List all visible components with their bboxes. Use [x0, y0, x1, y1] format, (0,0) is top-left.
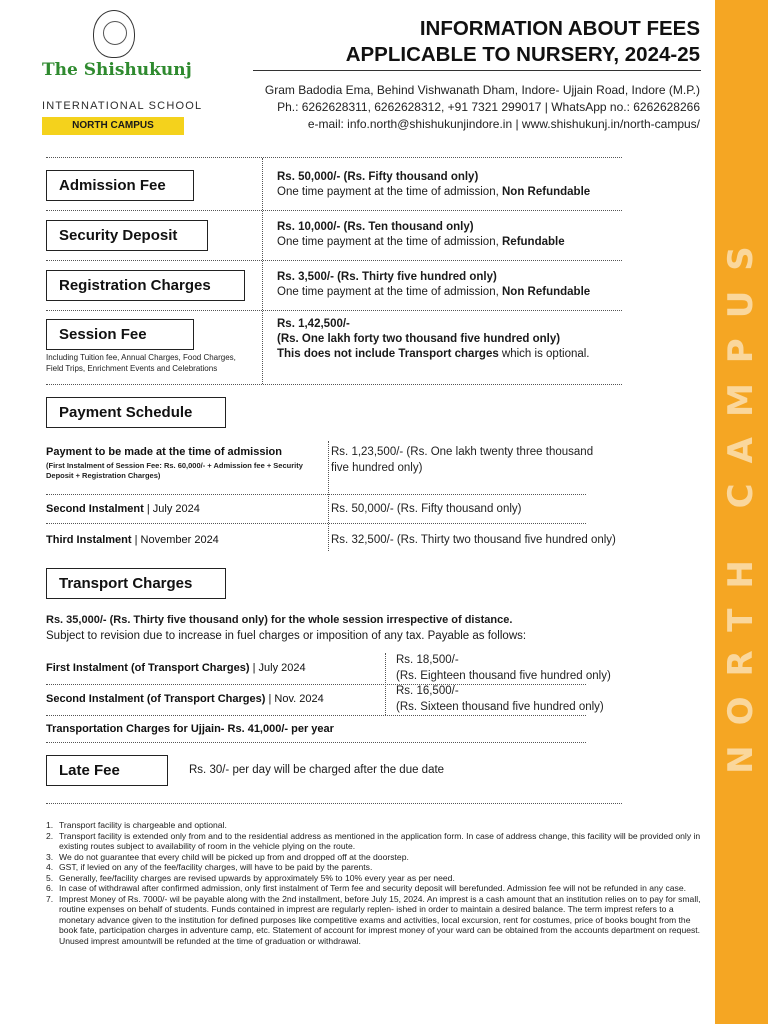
registration-charges-note: One time payment at the time of admission, [277, 286, 502, 298]
note-number: 1. [46, 820, 54, 830]
note-number: 6. [46, 883, 54, 893]
schedule-row-third [46, 533, 219, 547]
campus-badge: NORTH CAMPUS [42, 117, 184, 135]
divider [46, 310, 622, 311]
title-line-1: INFORMATION ABOUT FEES [419, 17, 700, 40]
transport-charges-label: Transport Charges [46, 568, 226, 599]
note-text: Transport facility is chargeable and optional. [59, 820, 227, 830]
schedule-row-admission-sub: (First Instalment of Session Fee: Rs. 60,000/- + Admission fee + Security Deposit + Registration Charges) [46, 461, 303, 480]
schedule-row-second [46, 502, 200, 516]
note-number: 4. [46, 862, 54, 872]
admission-fee-amount: Rs. 50,000/- (Rs. Fifty thousand only) [277, 171, 479, 183]
divider [46, 384, 622, 385]
late-fee-text: Rs. 30/- per day will be charged after the due date [189, 764, 445, 776]
registration-charges-amount: Rs. 3,500/- (Rs. Thirty five hundred only) [277, 271, 497, 283]
session-fee-note: which is optional. [498, 348, 590, 360]
note-number: 7. [46, 893, 54, 904]
registration-charges-refund: Non Refundable [502, 286, 591, 298]
note-text: We do not guarantee that every child will be picked up from and dropped off at the doorstep. [59, 851, 409, 862]
transport-row-second-date: | Nov. 2024 [265, 693, 324, 705]
session-fee-exclusion: This does not include Transport charges [277, 348, 499, 360]
divider [262, 158, 263, 384]
admission-fee-label: Admission Fee [46, 170, 194, 201]
transport-row-second-value [396, 683, 604, 715]
schedule-row-third-date: | November 2024 [131, 534, 219, 546]
note-text: Generally, fee/facility charges are revised upwards by approximately 5% to 10% every year as per need. [59, 872, 455, 883]
divider [46, 803, 622, 804]
session-fee-amount-words: (Rs. One lakh forty two thousand five hundred only) [277, 333, 561, 345]
note-item [46, 894, 701, 947]
page-title [346, 16, 700, 68]
transport-row-second-title: Second Instalment (of Transport Charges) [46, 693, 266, 705]
transport-row-first-words: (Rs. Eighteen thousand five hundred only) [396, 670, 611, 682]
transport-row-first-title: First Instalment (of Transport Charges) [46, 662, 250, 674]
side-banner-text: NORTH CAMPUS [721, 226, 761, 774]
note-item [46, 831, 701, 852]
title-line-2: APPLICABLE TO NURSERY, 2024-25 [345, 43, 700, 66]
schedule-row-second-date: | July 2024 [143, 503, 200, 515]
address: Gram Badodia Ema, Behind Vishwanath Dham, Indore- Ujjain Road, Indore (M.P.) [264, 83, 700, 97]
note-number: 2. [46, 830, 54, 841]
session-fee-value [277, 317, 590, 362]
note-text: Transport facility is extended only from and to the residential address as mentioned in the application form. In case of address change, this facility will be provided only in existing routes subject to availability of room in the vehicle plying on the route. [59, 830, 701, 851]
schedule-row-third-value: Rs. 32,500/- (Rs. Thirty two thousand five hundred only) [331, 534, 616, 546]
transport-row-first [46, 661, 306, 675]
session-fee-label: Session Fee [46, 319, 194, 350]
note-item [46, 873, 701, 884]
divider [328, 441, 329, 551]
school-type: INTERNATIONAL SCHOOL [42, 100, 203, 112]
session-fee-inclusions: Including Tuition fee, Annual Charges, Food Charges, Field Trips, Enrichment Events and Celebrations [46, 353, 236, 373]
transport-headline: Rs. 35,000/- (Rs. Thirty five thousand only) for the whole session irrespective of distance. [46, 614, 513, 626]
schedule-row-admission-title: Payment to be made at the time of admission [46, 446, 282, 458]
divider [46, 523, 586, 524]
divider [46, 715, 586, 716]
divider [46, 157, 622, 158]
registration-charges-value [277, 270, 590, 300]
security-deposit-refund: Refundable [502, 236, 565, 248]
note-number: 5. [46, 872, 54, 883]
transport-row-first-date: | July 2024 [249, 662, 306, 674]
session-fee-amount: Rs. 1,42,500/- [277, 318, 350, 330]
transport-row-first-value [396, 652, 611, 684]
email-website[interactable]: e-mail: info.north@shishukunjindore.in | www.shishukunj.in/north-campus/ [307, 117, 700, 131]
contact-block [265, 82, 700, 133]
transport-ujjain: Transportation Charges for Ujjain- Rs. 41,000/- per year [46, 723, 334, 735]
note-item [46, 820, 701, 831]
note-item [46, 852, 701, 863]
registration-charges-label: Registration Charges [46, 270, 245, 301]
phone: Ph.: 6262628311, 6262628312, +91 7321 299017 | WhatsApp no.: 6262628266 [277, 100, 700, 114]
security-deposit-value [277, 220, 565, 250]
admission-fee-note: One time payment at the time of admission, [277, 186, 502, 198]
admission-fee-refund: Non Refundable [502, 186, 591, 198]
payment-schedule-label: Payment Schedule [46, 397, 226, 428]
security-deposit-label: Security Deposit [46, 220, 208, 251]
title-divider [253, 70, 701, 71]
notes-list [46, 820, 701, 946]
security-deposit-note: One time payment at the time of admission, [277, 236, 502, 248]
note-text: In case of withdrawal after confirmed admission, only first instalment of Term fee and security deposit will berefunded. Admission fee will not be refunded in any case. [59, 883, 687, 893]
divider [46, 494, 586, 495]
divider [46, 742, 586, 743]
transport-row-second-amount: Rs. 16,500/- [396, 685, 459, 697]
note-item [46, 883, 701, 894]
transport-subtext: Subject to revision due to increase in fuel charges or imposition of any tax. Payable as follows: [46, 630, 527, 642]
note-text: GST, if levied on any of the fee/facility charges, will have to be paid by the parents. [59, 862, 373, 872]
divider [46, 210, 622, 211]
schedule-row-admission-value: Rs. 1,23,500/- (Rs. One lakh twenty three thousand five hundred only) [331, 446, 594, 474]
transport-row-second [46, 692, 324, 706]
late-fee-label: Late Fee [46, 755, 168, 786]
school-emblem-icon [93, 10, 135, 58]
transport-row-second-words: (Rs. Sixteen thousand five hundred only) [396, 701, 604, 713]
schedule-row-second-value: Rs. 50,000/- (Rs. Fifty thousand only) [331, 503, 522, 515]
transport-row-first-amount: Rs. 18,500/- [396, 654, 459, 666]
note-text: Imprest Money of Rs. 7000/- wil be payable along with the 2nd installment, before July 15, 2024. An imprest is a cash amount that an institution relies on to pay for small, routine expenses on behalf of students. Funds contained in imprest are regularly replen- ished in order to maintain a desired balance. The term imprest refers to a monetary advance given to the institution for defined purposes like competitive exams and activities, local excursion, rent for costumes, price of books bought from the book fate, participation charges in adventure camp, etc. Statement of account for imprest money of your ward can be obtained from the accounts department on request. Unused imprest amountwill be refunded at the time of graduation or withdrawal. [59, 893, 701, 946]
schedule-row-third-title: Third Instalment [46, 534, 132, 546]
admission-fee-value [277, 170, 590, 200]
schedule-row-second-title: Second Instalment [46, 503, 144, 515]
note-number: 3. [46, 851, 54, 862]
divider [46, 260, 622, 261]
note-item [46, 862, 701, 873]
security-deposit-amount: Rs. 10,000/- (Rs. Ten thousand only) [277, 221, 474, 233]
school-name: The Shishukunj [42, 60, 192, 80]
